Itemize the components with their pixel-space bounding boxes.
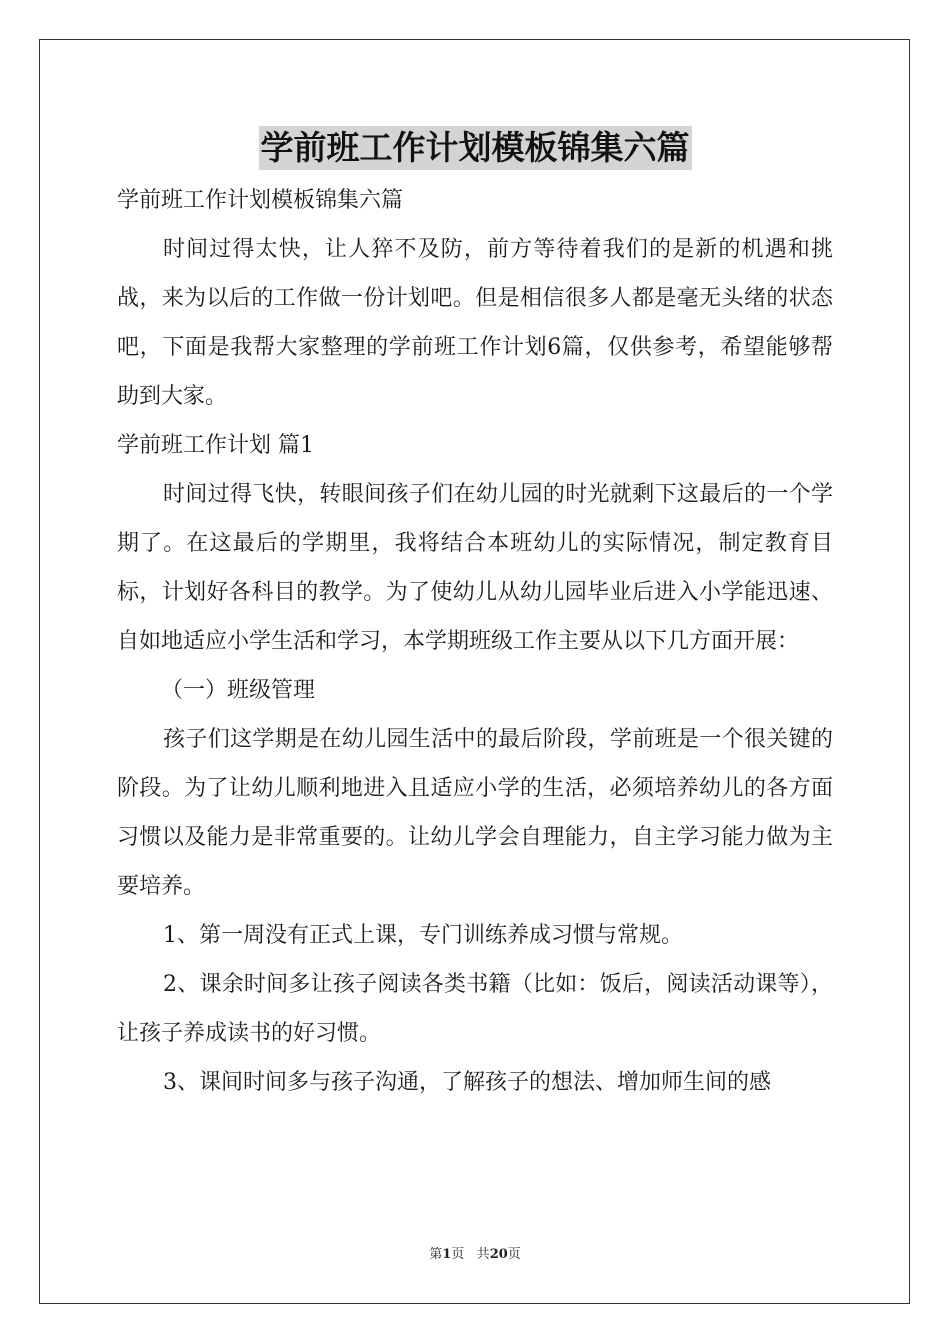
footer-current-page: 1 xyxy=(442,1247,452,1262)
document-body xyxy=(117,176,833,1107)
paragraph-section-class-management: （一）班级管理 xyxy=(161,678,316,703)
footer-total-prefix: 共 xyxy=(476,1247,490,1262)
footer-page-word: 页 xyxy=(451,1247,465,1262)
footer-total-suffix: 页 xyxy=(507,1247,521,1262)
title-container xyxy=(0,126,950,170)
list-item-3: 3、课间时间多与孩子沟通，了解孩子的想法、增加师生间的感 xyxy=(163,1070,771,1095)
footer-total-pages: 20 xyxy=(489,1247,508,1262)
paragraph-plan-1-intro: 时间过得飞快，转眼间孩子们在幼儿园的时光就剩下这最后的一个学期了。在这最后的学期里，我将结合本班幼儿的实际情况，制定教育目标，计划好各科目的教学。为了使幼儿从幼儿园毕业后进入小学能迅速、自如地适应小学生活和学习，本学期班级工作主要从以下几方面开展： xyxy=(117,482,833,654)
paragraph-subtitle: 学前班工作计划模板锦集六篇 xyxy=(117,188,404,213)
list-item-1: 1、第一周没有正式上课，专门训练养成习惯与常规。 xyxy=(163,923,683,948)
list-item-2: 2、课余时间多让孩子阅读各类书籍（比如：饭后，阅读活动课等），让孩子养成读书的好习惯。 xyxy=(117,972,833,1046)
document-title: 学前班工作计划模板锦集六篇 xyxy=(259,126,692,170)
paragraph-heading-plan-1: 学前班工作计划 篇1 xyxy=(117,433,314,458)
paragraph-class-management: 孩子们这学期是在幼儿园生活中的最后阶段，学前班是一个很关键的阶段。为了让幼儿顺利地进入且适应小学的生活，必须培养幼儿的各方面习惯以及能力是非常重要的。让幼儿学会自理能力，自主学习能力做为主要培养。 xyxy=(117,727,833,899)
paragraph-intro: 时间过得太快，让人猝不及防，前方等待着我们的是新的机遇和挑战，来为以后的工作做一份计划吧。但是相信很多人都是毫无头绪的状态吧，下面是我帮大家整理的学前班工作计划6篇，仅供参考，希望能够帮助到大家。 xyxy=(117,237,833,409)
footer-prefix: 第 xyxy=(429,1247,443,1262)
page-footer xyxy=(0,1246,950,1264)
